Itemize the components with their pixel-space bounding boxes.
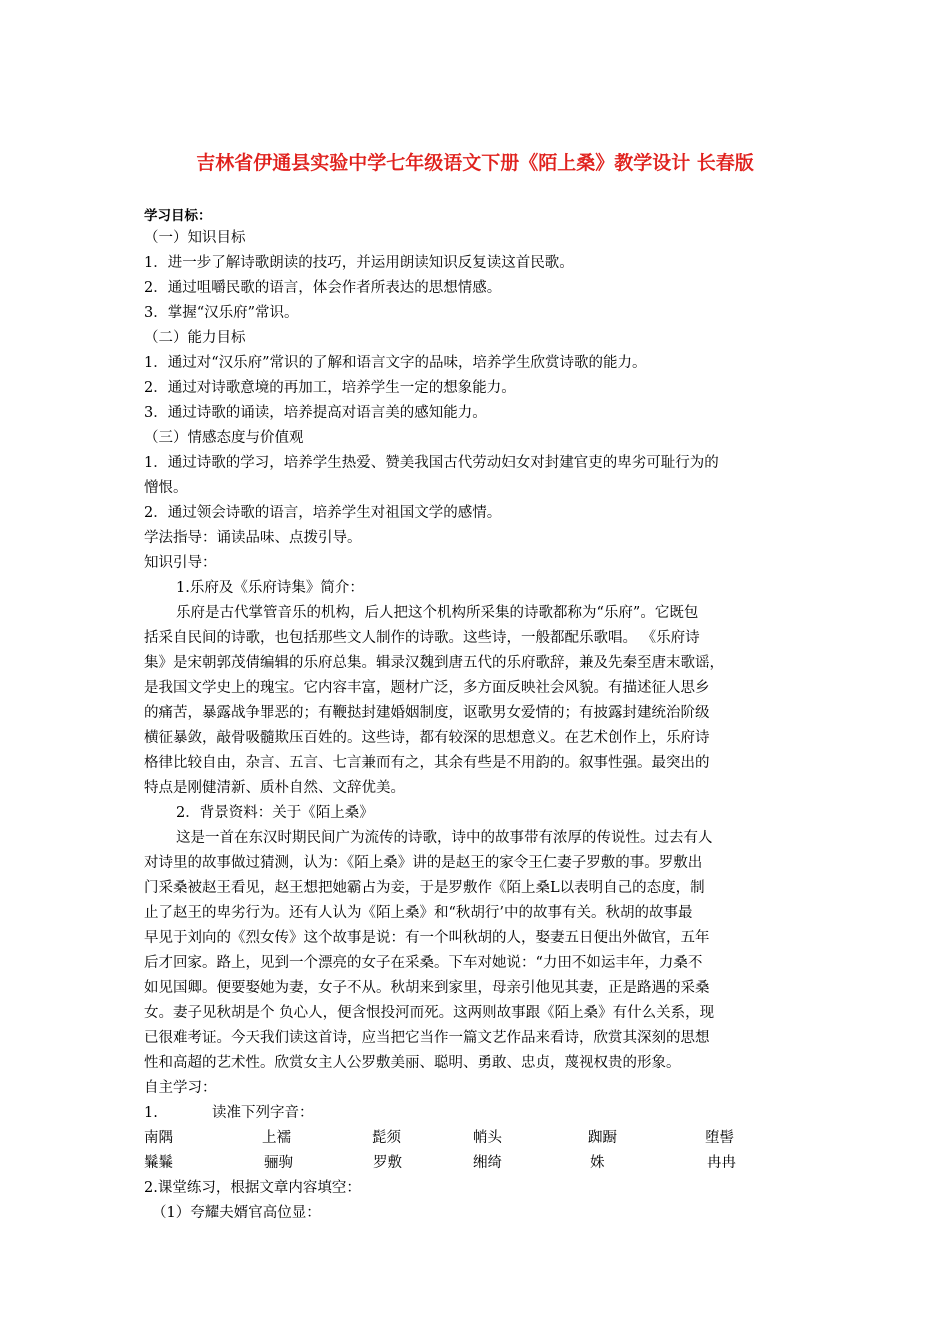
- document-title: 吉林省伊通县实验中学七年级语文下册《陌上桑》教学设计 长春版: [196, 152, 754, 174]
- text-line: 3．通过诗歌的诵读，培养提高对语言美的感知能力。: [144, 405, 487, 421]
- word-item: 缃绮: [473, 1155, 502, 1171]
- word-item: 鬑鬑: [144, 1155, 173, 1171]
- text-line: 3．掌握“汉乐府”常识。: [144, 305, 299, 321]
- word-item: 冉冉: [707, 1155, 736, 1171]
- text-line: 憎恨。: [144, 480, 188, 496]
- section1-title: 1.乐府及《乐府诗集》简介：: [176, 580, 364, 596]
- text-line: 1．通过诗歌的学习，培养学生热爱、赞美我国古代劳动妇女对封建官吏的卑劣可耻行为的: [144, 455, 719, 471]
- text-line: 2．通过咀嚼民歌的语言，体会作者所表达的思想情感。: [144, 280, 502, 296]
- word-item: 南隅: [144, 1130, 173, 1146]
- self-study-heading: 自主学习：: [144, 1080, 217, 1096]
- paragraph-line: 特点是刚健清新、质朴自然、文辞优美。: [144, 780, 405, 796]
- word-item: 堕髻: [705, 1130, 734, 1146]
- paragraph-line: 这是一首在东汉时期民间广为流传的诗歌，诗中的故事带有浓厚的传说性。过去有人: [176, 830, 713, 846]
- text-line: 2．通过对诗歌意境的再加工，培养学生一定的想象能力。: [144, 380, 516, 396]
- paragraph-line: 对诗里的故事做过猜测，认为：《陌上桑》讲的是赵王的家令王仁妻子罗敷的事。罗敷出: [144, 855, 703, 871]
- word-item: 上襦: [262, 1130, 291, 1146]
- question-2: 2.课堂练习，根据文章内容填空：: [144, 1180, 361, 1196]
- text-line: （二）能力目标: [144, 330, 246, 346]
- paragraph-line: 早见于刘向的《烈女传》这个故事是说：有一个叫秋胡的人，娶妻五日便出外做官，五年: [144, 930, 710, 946]
- paragraph-line: 门采桑被赵王看见，赵王想把她霸占为妾，于是罗敷作《陌上桑L以表明自己的态度，制: [144, 880, 705, 896]
- word-item: 踟蹰: [588, 1130, 617, 1146]
- word-item: 罗敷: [373, 1155, 402, 1171]
- section2-title: 2．背景资料：关于《陌上桑》: [176, 805, 374, 821]
- text-line: （三）情感态度与价值观: [144, 430, 304, 446]
- text-line: 2．通过领会诗歌的语言，培养学生对祖国文学的感情。: [144, 505, 502, 521]
- word-item: 帩头: [473, 1130, 502, 1146]
- paragraph-line: 是我国文学史上的瑰宝。它内容丰富，题材广泛，多方面反映社会风貌。有描述征人思乡: [144, 680, 710, 696]
- paragraph-line: 已很难考证。今天我们读这首诗，应当把它当作一篇文艺作品来看诗，欣赏其深刻的思想: [144, 1030, 710, 1046]
- paragraph-line: 集》是宋朝郭茂倩编辑的乐府总集。辑录汉魏到唐五代的乐府歌辞，兼及先秦至唐末歌谣，: [144, 655, 724, 671]
- paragraph-line: 横征暴敛，敲骨吸髓欺压百姓的。这些诗，都有较深的思想意义。在艺术创作上，乐府诗: [144, 730, 710, 746]
- word-item: 骊驹: [264, 1155, 293, 1171]
- text-line: 学法指导：诵读品味、点拨引导。: [144, 530, 362, 546]
- paragraph-line: 女。妻子见秋胡是个 负心人，便含恨投河而死。这两则故事跟《陌上桑》有什么关系，现: [144, 1005, 715, 1021]
- text-line: 1．通过对“汉乐府”常识的了解和语言文字的品味，培养学生欣赏诗歌的能力。: [144, 355, 647, 371]
- question-2-sub-1: （1）夸耀夫婿官高位显：: [152, 1205, 321, 1221]
- paragraph-line: 乐府是古代掌管音乐的机构，后人把这个机构所采集的诗歌都称为“乐府”。它既包: [176, 605, 699, 621]
- text-line: （一）知识目标: [144, 230, 246, 246]
- question-text: 读准下列字音：: [212, 1105, 314, 1121]
- learning-goals-heading: 学习目标：: [144, 208, 212, 224]
- paragraph-line: 性和高超的艺术性。欣赏女主人公罗敷美丽、聪明、勇敢、忠贞，蔑视权贵的形象。: [144, 1055, 681, 1071]
- paragraph-line: 如见国卿。便要娶她为妻，女子不从。秋胡来到家里，母亲引他见其妻，正是路遇的采桑: [144, 980, 710, 996]
- paragraph-line: 格律比较自由，杂言、五言、七言兼而有之，其余有些是不用韵的。叙事性强。最突出的: [144, 755, 710, 771]
- text-line: 1．进一步了解诗歌朗读的技巧，并运用朗读知识反复读这首民歌。: [144, 255, 574, 271]
- paragraph-line: 后才回家。路上，见到一个漂亮的女子在采桑。下车对她说：“力田不如运丰年，力桑不: [144, 955, 703, 971]
- word-item: 姝: [590, 1155, 605, 1171]
- word-item: 髭须: [372, 1130, 401, 1146]
- text-line: 知识引导：: [144, 555, 217, 571]
- paragraph-line: 止了赵王的卑劣行为。还有人认为《陌上桑》和“秋胡行’中的故事有关。秋胡的故事最: [144, 905, 693, 921]
- paragraph-line: 的痛苦，暴露战争罪恶的；有鞭挞封建婚姻制度，讴歌男女爱情的；有披露封建统治阶级: [144, 705, 710, 721]
- paragraph-line: 括采自民间的诗歌，也包括那些文人制作的诗歌。这些诗，一般都配乐歌唱。 《乐府诗: [144, 630, 700, 646]
- question-number: 1.: [144, 1105, 158, 1121]
